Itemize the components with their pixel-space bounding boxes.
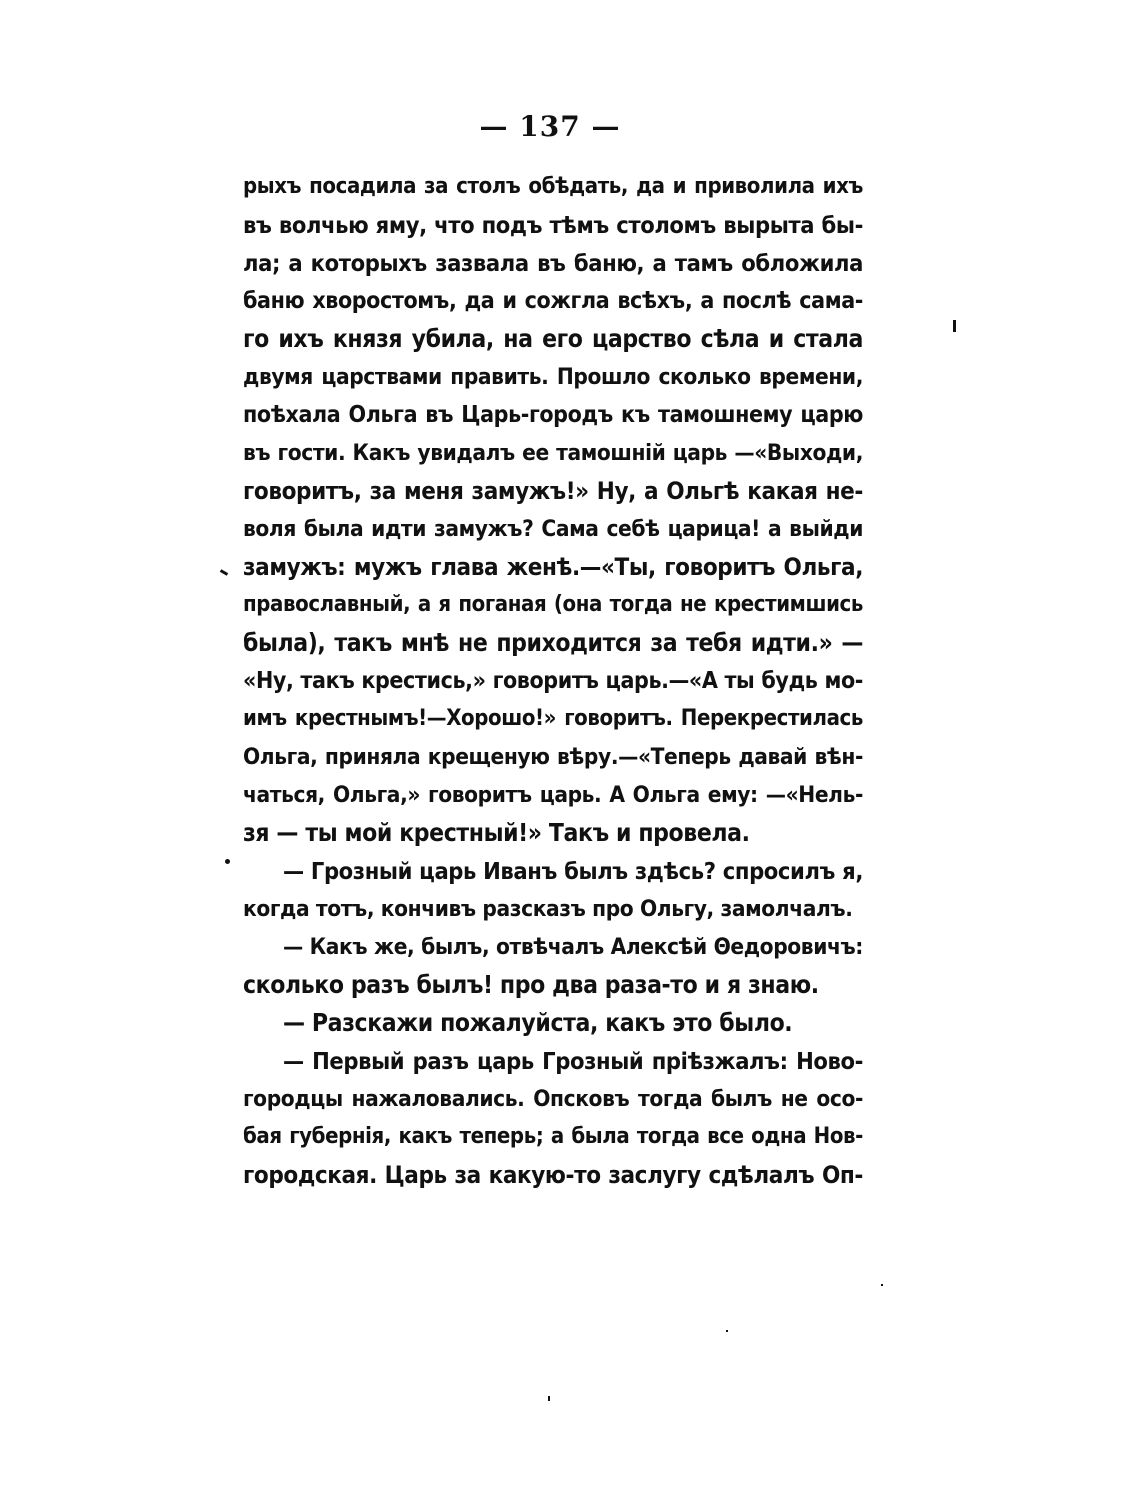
text-line: замужъ: мужъ глава женѣ.—«Ты, говоритъ Ольга,: [243, 553, 863, 581]
text-line: двумя царствами править. Прошло сколько времени,: [243, 364, 863, 390]
text-line: ла; а которыхъ зазвала въ баню, а тамъ обложила: [243, 249, 863, 277]
text-line: въ волчью яму, что подъ тѣмъ столомъ вырыта бы-: [243, 211, 863, 239]
text-line: православный, а я поганая (она тогда не крестимшись: [243, 592, 863, 617]
text-line: чаться, Ольга,» говоритъ царь. А Ольга ему: —«Нель-: [243, 782, 863, 808]
text-line: зя — ты мой крестный!» Такъ и провела.: [243, 818, 750, 847]
print-speck: [726, 1330, 728, 1332]
print-speck: [881, 1284, 883, 1286]
text-line: городцы нажаловались. Опсковъ тогда былъ не осо-: [243, 1086, 863, 1112]
text-line: го ихъ князя убила, на его царство сѣла и стала: [243, 324, 863, 353]
text-line: баню хворостомъ, да и сожгла всѣхъ, а послѣ сама-: [243, 288, 863, 314]
text-line: имъ крестнымъ!—Хорошо!» говоритъ. Перекрестилась: [243, 706, 863, 731]
text-line: городская. Царь за какую-то заслугу сдѣлалъ Оп-: [243, 1161, 863, 1189]
text-line: когда тотъ, кончивъ разсказъ про Ольгу, замолчалъ.: [243, 896, 853, 922]
text-line: въ гости. Какъ увидалъ ее тамошній царь —«Выходи,: [243, 440, 863, 466]
text-line: рыхъ посадила за столъ обѣдать, да и приволила ихъ: [243, 174, 863, 199]
text-line: сколько разъ былъ! про два раза-то и я знаю.: [243, 970, 819, 999]
text-line: говоритъ, за меня замужъ!» Ну, а Ольгѣ какая не-: [243, 477, 863, 505]
text-line: — Разскажи пожалуйста, какъ это было.: [283, 1008, 793, 1037]
body-text: [243, 168, 863, 1194]
print-speck: [225, 859, 230, 864]
print-speck: [220, 569, 228, 576]
text-line: — Грозный царь Иванъ былъ здѣсь? спросилъ я,: [283, 857, 863, 885]
text-line: была), такъ мнѣ не приходится за тебя идти.» —: [243, 628, 863, 657]
text-line: воля была идти замужъ? Сама себѣ царица! а выйди: [243, 516, 863, 542]
print-speck: [953, 320, 956, 332]
text-line: бая губернія, какъ теперь; а была тогда все одна Нов-: [243, 1124, 863, 1149]
text-line: поѣхала Ольга въ Царь-городъ къ тамошнему царю: [243, 402, 863, 428]
print-speck: [548, 1396, 550, 1401]
page-number: — 137 —: [479, 110, 621, 143]
text-line: — Какъ же, былъ, отвѣчалъ Алексѣй Θедоровичъ:: [283, 934, 863, 960]
text-line: «Ну, такъ крестись,» говоритъ царь.—«А ты будь мо-: [243, 668, 863, 694]
text-line: Ольга, приняла крещеную вѣру.—«Теперь давай вѣн-: [243, 744, 863, 770]
text-line: — Первый разъ царь Грозный пріѣзжалъ: Ново-: [283, 1047, 863, 1075]
